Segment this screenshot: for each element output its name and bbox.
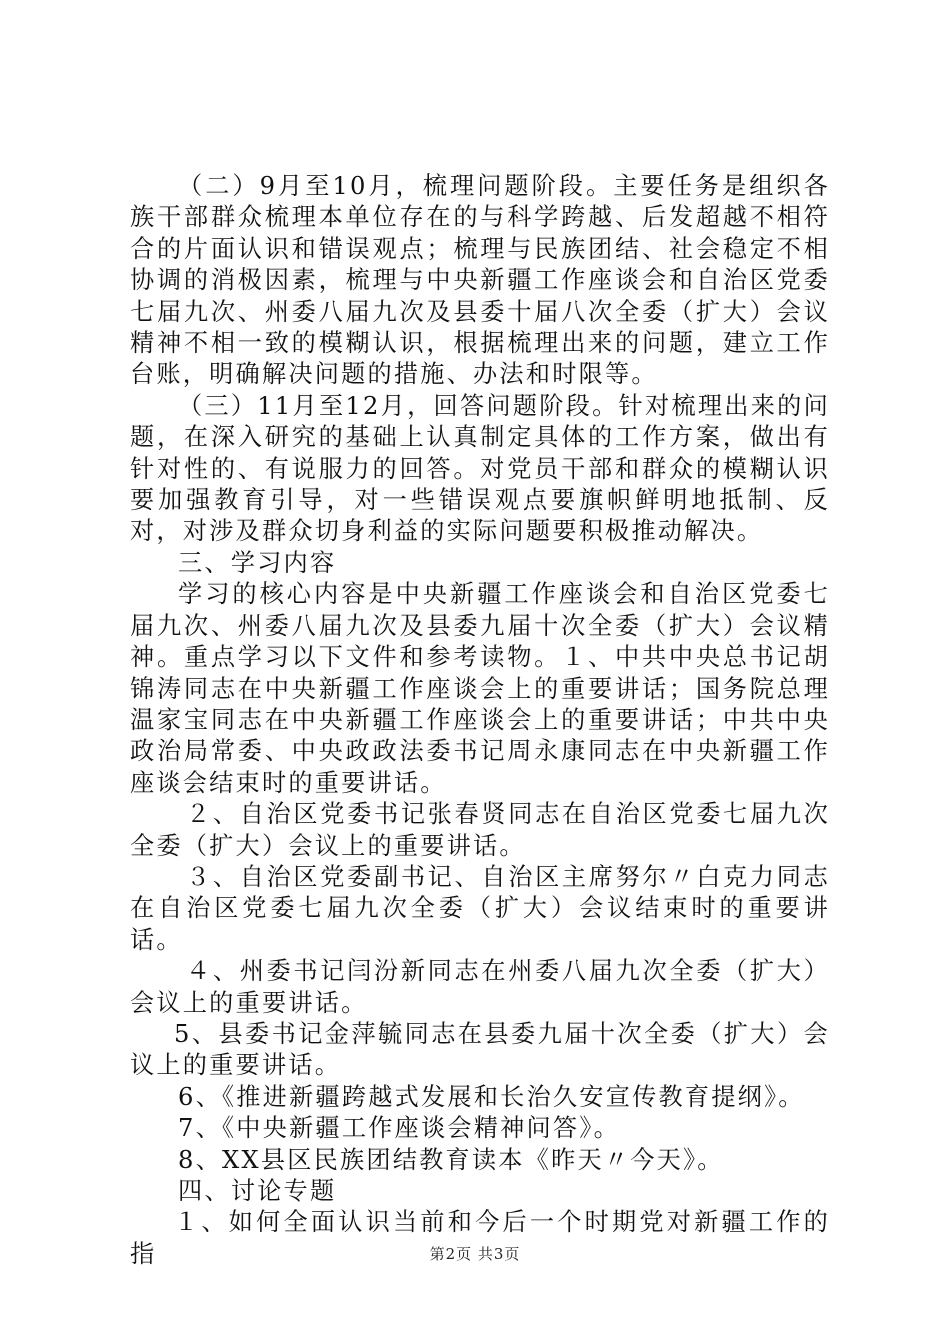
list-item-5: 5、县委书记金萍毓同志在县委九届十次全委（扩大）会议上的重要讲话。 xyxy=(130,1019,830,1080)
document-body xyxy=(130,171,830,1270)
list-item-3: ３、自治区党委副书记、自治区主席努尔〃白克力同志在自治区党委七届九次全委（扩大）会议结束时的重要讲话。 xyxy=(130,862,830,954)
paragraph-study-core: 学习的核心内容是中央新疆工作座谈会和自治区党委七届九次、州委八届九次及县委九届十次全委（扩大）会议精神。重点学习以下文件和参考读物。１、中共中央总书记胡锦涛同志在中央新疆工作座谈会上的重要讲话；国务院总理温家宝同志在中央新疆工作座谈会上的重要讲话；中共中央政治局常委、中央政政法委书记周永康同志在中央新疆工作座谈会结束时的重要讲话。 xyxy=(130,580,830,797)
list-item-8: 8、XX县区民族团结教育读本《昨天〃今天》。 xyxy=(178,1145,724,1174)
discussion-item-1: １、如何全面认识当前和今后一个时期党对新疆工作的指 xyxy=(130,1208,830,1268)
list-item-4: ４、州委书记闫汾新同志在州委八届九次全委（扩大）会议上的重要讲话。 xyxy=(130,957,830,1017)
heading-discussion-topics: 四、讨论专题 xyxy=(178,1177,337,1205)
list-item-7: 7、《中央新疆工作座谈会精神问答》。 xyxy=(178,1114,620,1143)
heading-study-content: 三、学习内容 xyxy=(178,548,337,577)
list-item-2: ２、自治区党委书记张春贤同志在自治区党委七届九次全委（扩大）会议上的重要讲话。 xyxy=(130,800,830,860)
list-item-6: 6、《推进新疆跨越式发展和长治久安宣传教育提纲》。 xyxy=(178,1082,805,1111)
paragraph-stage-three: （三）11月至12月，回答问题阶段。针对梳理出来的问题，在深入研究的基础上认真制定具体的工作方案，做出有针对性的、有说服力的回答。对党员干部和群众的模糊认识要加强教育引导，对一些错误观点要旗帜鲜明地抵制、反对，对涉及群众切身利益的实际问题要积极推动解决。 xyxy=(130,391,830,546)
page-footer: 第2页 共3页 xyxy=(429,1245,521,1263)
paragraph-stage-two: （二）9月至10月，梳理问题阶段。主要任务是组织各族干部群众梳理本单位存在的与科学跨越、后发超越不相符合的片面认识和错误观点；梳理与民族团结、社会稳定不相协调的消极因素，梳理与中央新疆工作座谈会和自治区党委七届九次、州委八届九次及县委十届八次全委（扩大）会议精神不相一致的模糊认识，根据梳理出来的问题，建立工作台账，明确解决问题的措施、办法和时限等。 xyxy=(130,172,830,389)
